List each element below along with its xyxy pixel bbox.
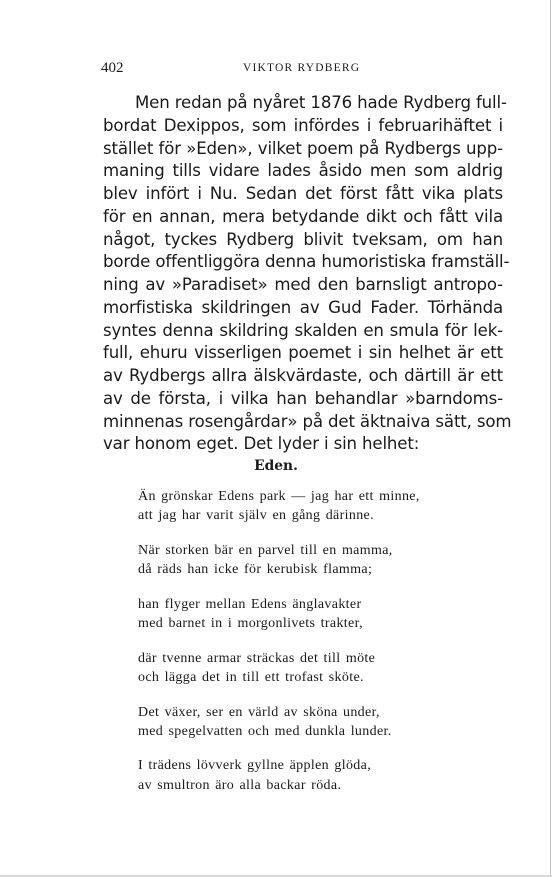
poem-verse: När storken bär en parvel till en mamma,: [138, 542, 393, 558]
page-edge-right: [550, 0, 551, 877]
poem-title: Eden.: [254, 458, 298, 474]
body-line: bordat Dexippos, som infördes i februarihäftet i: [103, 115, 503, 135]
body-line: full, ehuru visserligen poemet i sin helhet är ett: [103, 343, 503, 363]
poem-verse: Än grönskar Edens park — jag har ett minne,: [138, 489, 420, 504]
poem-stanza: [138, 649, 478, 688]
poem-verse: I trädens lövverk gyllne äpplen glöda,: [138, 758, 372, 774]
poem-verse: där tvenne armar sträckas det till möte: [138, 650, 376, 666]
page-header: [101, 60, 503, 80]
poem-verse: då räds han icke för kerubisk flamma;: [138, 562, 373, 578]
poem-verse: han flyger mellan Edens änglavakter: [138, 596, 362, 612]
body-line: något, tyckes Rydberg blivit tveksam, om han: [103, 229, 503, 249]
body-line: ning av »Paradiset» med den barnsligt antropo-: [103, 275, 503, 294]
body-line: borde offentliggöra denna humoristiska framställ-: [103, 252, 510, 272]
body-line: av Rydbergs allra älskvärdaste, och därtill är ett: [103, 366, 503, 385]
poem-stanza: [138, 756, 478, 795]
body-line: maning tills vidare lades åsido men som aldrig: [103, 161, 503, 181]
poem-stanza: [138, 595, 478, 634]
poem-stanza: [138, 487, 478, 526]
body-line: stället för »Eden», vilket poem på Rydbergs upp-: [103, 138, 503, 158]
running-head: VIKTOR RYDBERG: [243, 62, 361, 74]
poem-verse: att jag har varit själv en gång därinne.: [138, 508, 374, 524]
body-paragraph: [103, 92, 512, 456]
body-line: Men redan på nyåret 1876 hade Rydberg full-: [135, 93, 507, 112]
body-line: för en annan, mera betydande dikt och fått vila: [103, 206, 503, 226]
body-line: morfistiska skildringen av Gud Fader. Törhända: [103, 297, 503, 317]
poem-verse: med spegelvatten och med dunkla lunder.: [138, 723, 392, 739]
page-number: 402: [101, 60, 124, 76]
poem-verse: av smultron äro alla backar röda.: [138, 777, 342, 793]
poem-verse: Det växer, ser en värld av sköna under,: [138, 704, 380, 720]
body-line: syntes denna skildring skalden en smula för lek-: [103, 320, 503, 340]
body-line: var honom eget. Det lyder i sin helhet:: [103, 434, 420, 454]
body-line: blev infört i Nu. Sedan det först fått vika plats: [103, 184, 503, 203]
poem-verse: med barnet in i morgonlivets trakter,: [138, 616, 363, 632]
poem-stanza: [138, 703, 478, 742]
body-line: minnenas rosengårdar» på det äktnaiva sätt, som: [103, 411, 512, 431]
body-line: av de första, i vilka han behandlar »barndoms-: [103, 388, 503, 408]
poem-verse: och lägga det in till ett trofast sköte.: [138, 669, 364, 685]
poem-stanza: [138, 541, 478, 580]
poem: [138, 487, 478, 810]
